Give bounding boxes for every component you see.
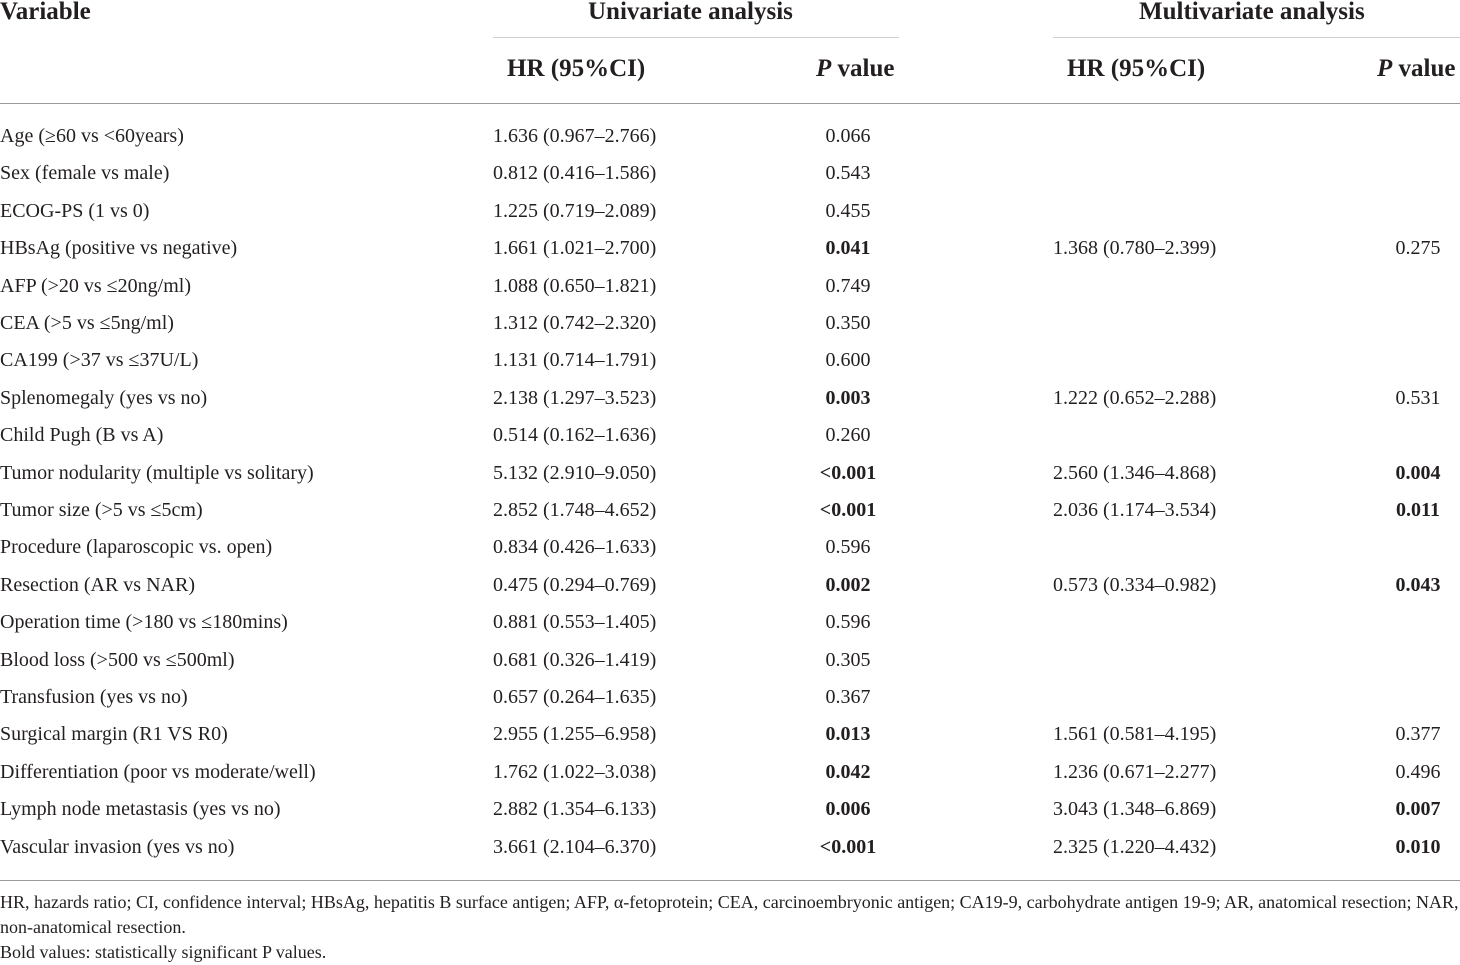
variable-cell: Transfusion (yes vs no) (0, 686, 188, 708)
uni-hr-cell: 0.681 (0.326–1.419) (493, 648, 657, 671)
uni-hr-cell: 3.661 (2.104–6.370) (493, 835, 657, 858)
uni-hr-cell: 1.225 (0.719–2.089) (493, 199, 657, 222)
variable-cell: Tumor size (>5 vs ≤5cm) (0, 499, 203, 521)
uni-hr-cell: 1.661 (1.021–2.700) (493, 237, 657, 260)
uni-hr-cell: 1.762 (1.022–3.038) (493, 760, 657, 783)
table-row (0, 492, 1460, 529)
header-bottom-rule (0, 103, 1460, 104)
multi-p-cell: 0.531 (1395, 386, 1441, 409)
uni-p-cell: 0.066 (825, 125, 871, 147)
footnote-bold-note: Bold values: statistically significant P values. (0, 942, 327, 962)
uni-p-cell: 0.041 (825, 237, 871, 260)
multivariate-rule (1053, 37, 1460, 38)
multi-p-cell: 0.377 (1395, 723, 1441, 746)
multi-hr-cell: 2.560 (1.346–4.868) (1053, 461, 1217, 484)
table-bottom-rule (0, 880, 1460, 881)
uni-hr-cell: 0.834 (0.426–1.633) (493, 536, 657, 559)
multi-hr-cell: 2.325 (1.220–4.432) (1053, 835, 1217, 858)
table-row (0, 679, 1460, 716)
variable-cell: AFP (>20 vs ≤20ng/ml) (0, 274, 191, 297)
uni-p-cell: <0.001 (819, 835, 877, 858)
table-row (0, 380, 1460, 417)
table-row (0, 155, 1460, 192)
variable-cell: Child Pugh (B vs A) (0, 424, 164, 447)
variable-cell: Resection (AR vs NAR) (0, 573, 195, 596)
uni-hr-cell: 1.636 (0.967–2.766) (493, 125, 657, 147)
table-row (0, 642, 1460, 679)
header-uni-p-rest: value (831, 55, 895, 82)
uni-hr-cell: 1.088 (0.650–1.821) (493, 274, 657, 297)
header-multivariate: Multivariate analysis (1139, 0, 1365, 25)
uni-hr-cell: 1.131 (0.714–1.791) (493, 349, 657, 372)
uni-hr-cell: 0.812 (0.416–1.586) (493, 162, 657, 185)
uni-p-cell: <0.001 (819, 499, 877, 521)
variable-cell: Age (≥60 vs <60years) (0, 125, 184, 147)
footnote-abbreviations: HR, hazards ratio; CI, confidence interval; HBsAg, hepatitis B surface antigen; AFP, α-fetoprotein; CEA, carcinoembryonic antigen; CA19-9, carbohydrate antigen 19-9; AR, anatomical resection; NAR, non-anatomical resection. (0, 892, 1459, 937)
uni-p-cell: 0.350 (825, 312, 871, 334)
uni-hr-cell: 2.138 (1.297–3.523) (493, 386, 657, 409)
variable-cell: Procedure (laparoscopic vs. open) (0, 536, 273, 559)
table-row (0, 230, 1460, 267)
variable-cell: Differentiation (poor vs moderate/well) (0, 760, 316, 783)
header-multi-p (1377, 52, 1455, 86)
uni-hr-cell: 1.312 (0.742–2.320) (493, 312, 657, 334)
multi-p-cell: 0.004 (1395, 461, 1441, 484)
uni-hr-cell: 0.881 (0.553–1.405) (493, 611, 657, 634)
multi-hr-cell: 2.036 (1.174–3.534) (1053, 499, 1217, 521)
univariate-rule (493, 37, 899, 38)
header-uni-p (816, 52, 894, 86)
uni-hr-cell: 2.882 (1.354–6.133) (493, 798, 657, 821)
multi-hr-cell: 1.368 (0.780–2.399) (1053, 237, 1217, 260)
uni-p-cell: 0.596 (825, 536, 871, 559)
uni-p-cell: 0.367 (825, 686, 871, 708)
table-row (0, 716, 1460, 753)
table-row (0, 193, 1460, 230)
variable-cell: Vascular invasion (yes vs no) (0, 835, 235, 858)
variable-cell: Splenomegaly (yes vs no) (0, 386, 208, 409)
multi-hr-cell: 1.222 (0.652–2.288) (1053, 386, 1217, 409)
variable-cell: Lymph node metastasis (yes vs no) (0, 798, 281, 821)
table-row (0, 754, 1460, 791)
uni-p-cell: 0.013 (825, 723, 871, 746)
uni-hr-cell: 2.852 (1.748–4.652) (493, 499, 657, 521)
uni-hr-cell: 0.475 (0.294–0.769) (493, 573, 657, 596)
multi-p-cell: 0.275 (1395, 237, 1441, 260)
multi-p-cell: 0.011 (1396, 499, 1440, 521)
uni-hr-cell: 2.955 (1.255–6.958) (493, 723, 657, 746)
table-row (0, 268, 1460, 305)
uni-p-cell: 0.260 (825, 424, 871, 447)
variable-cell: HBsAg (positive vs negative) (0, 237, 238, 260)
table-row (0, 417, 1460, 454)
table-row (0, 342, 1460, 379)
variable-cell: Tumor nodularity (multiple vs solitary) (0, 461, 314, 484)
header-multi-p-rest: value (1392, 55, 1456, 82)
multi-hr-cell: 1.236 (0.671–2.277) (1053, 760, 1217, 783)
header-uni-p-italic: P (816, 55, 832, 82)
multi-p-cell: 0.010 (1395, 835, 1441, 858)
variable-cell: CA199 (>37 vs ≤37U/L) (0, 349, 199, 372)
table-row (0, 529, 1460, 566)
variable-cell: Blood loss (>500 vs ≤500ml) (0, 648, 235, 671)
uni-hr-cell: 0.514 (0.162–1.636) (493, 424, 657, 447)
table-row (0, 791, 1460, 828)
multi-p-cell: 0.007 (1395, 798, 1441, 821)
uni-p-cell: <0.001 (819, 461, 877, 484)
variable-cell: Sex (female vs male) (0, 162, 170, 185)
table-row (0, 305, 1460, 342)
multi-p-cell: 0.496 (1395, 760, 1441, 783)
uni-hr-cell: 5.132 (2.910–9.050) (493, 461, 657, 484)
uni-p-cell: 0.596 (825, 611, 871, 634)
uni-p-cell: 0.042 (825, 760, 871, 783)
uni-p-cell: 0.543 (825, 162, 871, 185)
uni-p-cell: 0.455 (825, 199, 871, 222)
table-row (0, 567, 1460, 604)
variable-cell: CEA (>5 vs ≤5ng/ml) (0, 312, 174, 334)
uni-p-cell: 0.003 (825, 386, 871, 409)
uni-p-cell: 0.305 (825, 648, 871, 671)
uni-hr-cell: 0.657 (0.264–1.635) (493, 686, 657, 708)
multi-p-cell: 0.043 (1395, 573, 1441, 596)
table-row (0, 455, 1460, 492)
uni-p-cell: 0.002 (825, 573, 871, 596)
table-row (0, 604, 1460, 641)
header-multi-p-italic: P (1377, 55, 1393, 82)
variable-cell: Operation time (>180 vs ≤180mins) (0, 611, 288, 634)
uni-p-cell: 0.749 (825, 274, 871, 297)
header-multi-hr: HR (95%CI) (1067, 55, 1206, 82)
variable-cell: Surgical margin (R1 VS R0) (0, 723, 228, 746)
header-uni-hr: HR (95%CI) (507, 55, 646, 82)
header-univariate: Univariate analysis (588, 0, 793, 25)
multi-hr-cell: 3.043 (1.348–6.869) (1053, 798, 1217, 821)
uni-p-cell: 0.006 (825, 798, 871, 821)
multi-hr-cell: 1.561 (0.581–4.195) (1053, 723, 1217, 746)
multi-hr-cell: 0.573 (0.334–0.982) (1053, 573, 1217, 596)
header-variable: Variable (0, 0, 91, 25)
table-row (0, 118, 1460, 155)
uni-p-cell: 0.600 (825, 349, 871, 372)
variable-cell: ECOG-PS (1 vs 0) (0, 199, 150, 222)
table-row (0, 829, 1460, 866)
